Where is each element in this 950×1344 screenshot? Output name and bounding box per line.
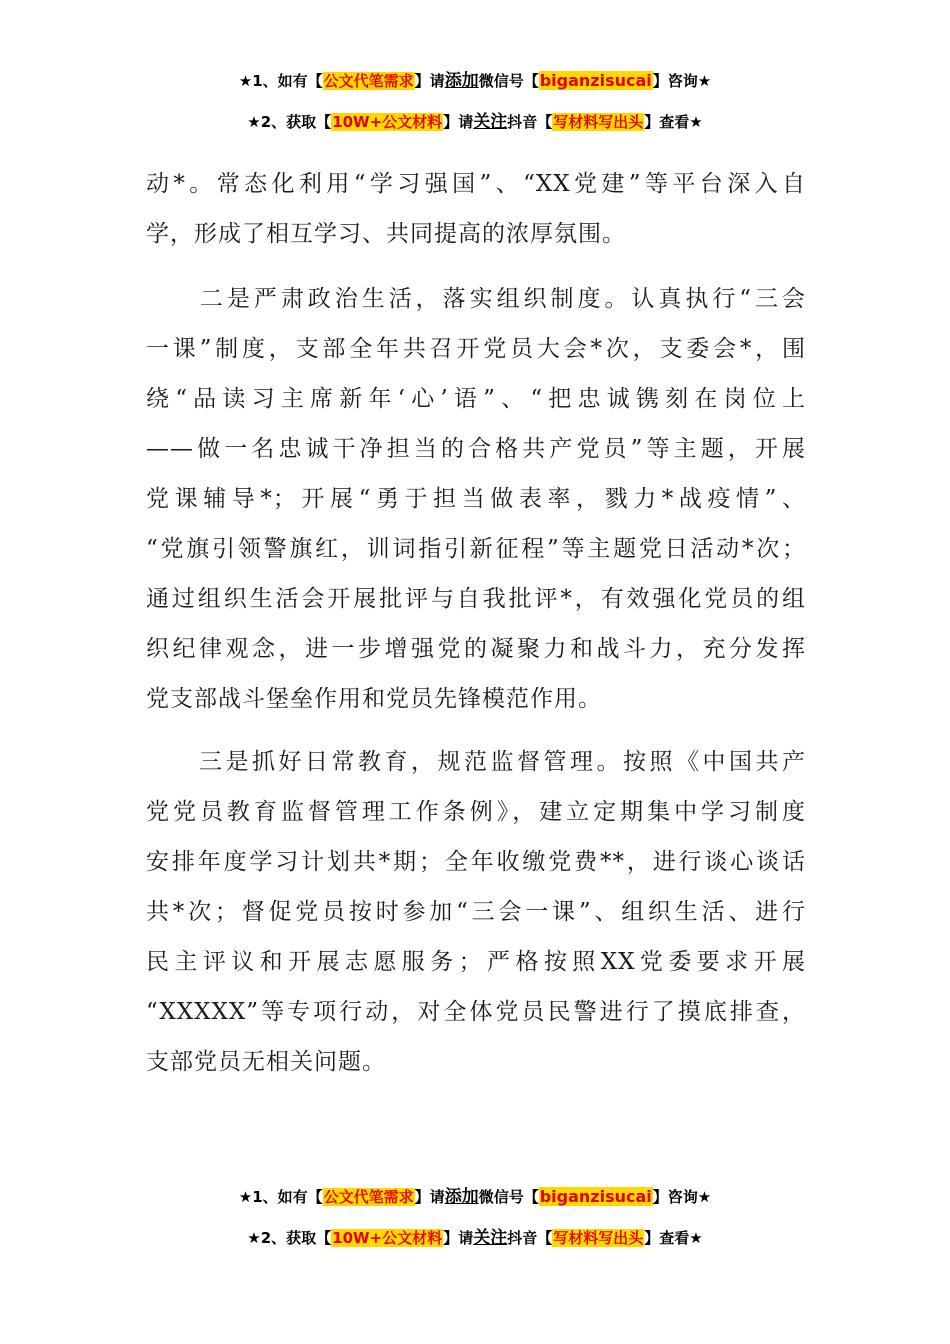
text-line: ——做一名忠诚干净担当的合格共产党员”等主题，开展 (146, 436, 806, 462)
banner-text: 抖音【 (507, 1229, 553, 1247)
highlight-ghostwriting-service: 公文代笔需求 (323, 1188, 414, 1206)
banner-emphasis: 添加 (444, 1187, 479, 1207)
douyin-account: 写材料写出头 (553, 113, 644, 131)
banner-emphasis: 关注 (473, 112, 508, 132)
text-line: 党课辅导*；开展“勇于担当做表率，戮力*战疫情”、 (146, 486, 806, 512)
banner-suffix: 】咨询★ (652, 1188, 712, 1206)
banner-suffix: 】查看★ (644, 113, 703, 131)
wechat-id: biganzisucai (539, 71, 652, 90)
text-line: 动*。常态化利用“学习强国”、“XX党建”等平台深入自 (146, 171, 806, 197)
text-line: “XXXXX”等专项行动，对全体党员民警进行了摸底排查， (146, 999, 806, 1025)
text-line: 民主评议和开展志愿服务；严格按照XX党委要求开展 (146, 949, 806, 975)
text-line: “党旗引领警旗红，训词指引新征程”等主题党日活动*次； (146, 536, 806, 562)
banner-text: 】请 (414, 72, 445, 90)
banner-prefix: ★1、如有【 (238, 1188, 323, 1206)
banner-text: 抖音【 (507, 113, 553, 131)
text-line: 绕“品读习主席新年‘心’语”、“把忠诚镌刻在岗位上 (146, 386, 806, 412)
banner-prefix: ★2、获取【 (247, 1229, 332, 1247)
highlight-materials: 10W+公文材料 (332, 113, 443, 131)
banner-text: 微信号【 (478, 1188, 539, 1206)
paragraph-political-life (146, 274, 806, 724)
banner-text: 微信号【 (478, 72, 539, 90)
banner-text: 】请 (443, 113, 474, 131)
promo-banner-bottom-line-1 (0, 1187, 950, 1207)
text-line: 通过组织生活会开展批评与自我批评*，有效强化党员的组 (146, 586, 806, 612)
text-line: 一课”制度，支部全年共召开党员大会*次，支委会*，围 (146, 336, 806, 362)
banner-prefix: ★2、获取【 (247, 113, 332, 131)
banner-prefix: ★1、如有【 (238, 72, 323, 90)
text-line: 二是严肃政治生活，落实组织制度。认真执行“三会 (146, 286, 806, 312)
banner-text: 】请 (414, 1188, 445, 1206)
douyin-account: 写材料写出头 (553, 1229, 644, 1247)
banner-emphasis: 添加 (444, 71, 479, 91)
text-line: 共*次；督促党员按时参加“三会一课”、组织生活、进行 (146, 899, 806, 925)
text-line: 支部党员无相关问题。 (146, 1049, 386, 1075)
banner-suffix: 】咨询★ (652, 72, 712, 90)
text-line: 织纪律观念，进一步增强党的凝聚力和战斗力，充分发挥 (146, 636, 806, 662)
promo-banner-top-line-1 (0, 71, 950, 91)
text-line: 学，形成了相互学习、共同提高的浓厚氛围。 (146, 221, 626, 247)
banner-suffix: 】查看★ (644, 1229, 703, 1247)
paragraph-daily-education (146, 737, 806, 1087)
wechat-id: biganzisucai (539, 1187, 652, 1206)
promo-banner-top-line-2 (0, 112, 950, 132)
text-line: 党党员教育监督管理工作条例》，建立定期集中学习制度 (146, 799, 806, 825)
banner-emphasis: 关注 (473, 1228, 508, 1248)
banner-text: 】请 (443, 1229, 474, 1247)
promo-banner-bottom-line-2 (0, 1228, 950, 1248)
text-line: 三是抓好日常教育，规范监督管理。按照《中国共产 (146, 749, 806, 775)
paragraph-continuation (146, 159, 806, 259)
text-line: 安排年度学习计划共*期；全年收缴党费**，进行谈心谈话 (146, 849, 806, 875)
highlight-materials: 10W+公文材料 (332, 1229, 443, 1247)
highlight-ghostwriting-service: 公文代笔需求 (323, 72, 414, 90)
text-line: 党支部战斗堡垒作用和党员先锋模范作用。 (146, 686, 602, 712)
